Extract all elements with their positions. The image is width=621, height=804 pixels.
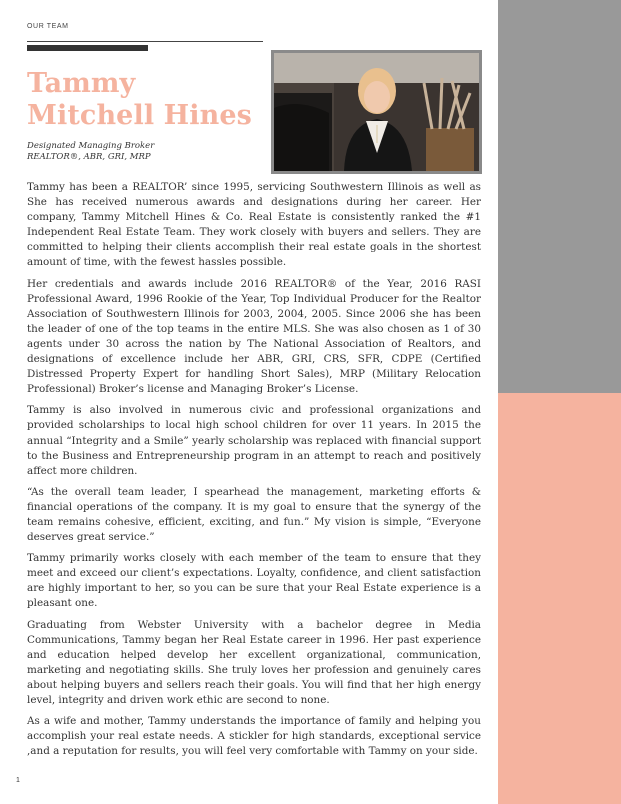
bio-paragraph: Tammy has been a REALTOR’ since 1995, servicing Southwestern Illinois as well as She has received numerous awards and designations during her career. Her company, Tammy Mitchell Hines & Co. Real Estate is consistently ranked the #1 Independent Real Estate Team. They work closely with buyers and sellers. They are committed to helping their clients accomplish their real estate goals in the shortest amount of time, with the fewest hassles possible.	[27, 181, 481, 269]
portrait-photo-icon	[274, 53, 479, 171]
bio-paragraph: Graduating from Webster University with a bachelor degree in Media Communications, Tammy began her Real Estate career in 1996. Her past experience and education helped develop her excellent organizational, communication, marketing and negotiating skills. She truly loves her profession and genuinely cares about helping buyers and sellers reach their goals. You will find that her high energy level, integrity and driven work ethic are second to none.	[27, 618, 481, 706]
bio-body	[27, 180, 481, 765]
agent-name-line1: Tammy	[27, 68, 136, 99]
bio-paragraph: Tammy is also involved in numerous civic and professional organizations and provided scholarships to local high school children for over 11 years. In 2015 the annual “Integrity and a Smile” yearly scholarship was replaced with financial support to the Business and Entrepreneurship program in an attempt to reach and positively affect more children.	[27, 404, 481, 477]
section-label: OUR TEAM	[27, 23, 69, 30]
bio-paragraph: As a wife and mother, Tammy understands the importance of family and helping you accomplish your real estate needs. A stickler for high standards, exceptional service ,and a reputation for results, you will feel very comfortable with Tammy on your side.	[27, 715, 481, 758]
header-rule-thick	[27, 45, 148, 51]
bio-paragraph: Her credentials and awards include 2016 REALTOR® of the Year, 2016 RASI Professional Award, 1996 Rookie of the Year, Top Individual Producer for the Realtor Association of Southwestern Illinois for 2003, 2004, 2005. Since 2006 she has been the leader of one of the top teams in the entire MLS. She was also chosen as 1 of 30 agents under 30 across the nation by The National Association of Realtors, and designations of excellence include her ABR, GRI, CRS, SFR, CDPE (Certified Distressed Property Expert for handling Short Sales), MRP (Military Relocation Professional) Broker’s license and Managing Broker’s License.	[27, 277, 481, 396]
agent-subtitle	[27, 141, 154, 163]
page-number: 1	[16, 777, 20, 784]
agent-credentials: REALTOR®, ABR, GRI, MRP	[27, 152, 151, 162]
agent-name-line2: Mitchell Hines	[27, 100, 252, 131]
agent-name	[27, 68, 252, 132]
side-band-pink	[498, 393, 621, 804]
header-rule-thin	[27, 41, 263, 42]
bio-paragraph: “As the overall team leader, I spearhead the management, marketing efforts & financial operations of the company. It is my goal to ensure that the synergy of the team remains cohesive, efficient, exciting, and fun.” My vision is simple, “Everyone deserves great service.”	[27, 485, 481, 544]
portrait-photo	[271, 50, 482, 174]
bio-paragraph: Tammy primarily works closely with each member of the team to ensure that they meet and exceed our client’s expectations. Loyalty, confidence, and client satisfaction are highly important to her, so you can be sure that your Real Estate experience is a pleasant one.	[27, 552, 481, 610]
side-band-gray	[498, 0, 621, 393]
agent-title: Designated Managing Broker	[27, 141, 155, 151]
